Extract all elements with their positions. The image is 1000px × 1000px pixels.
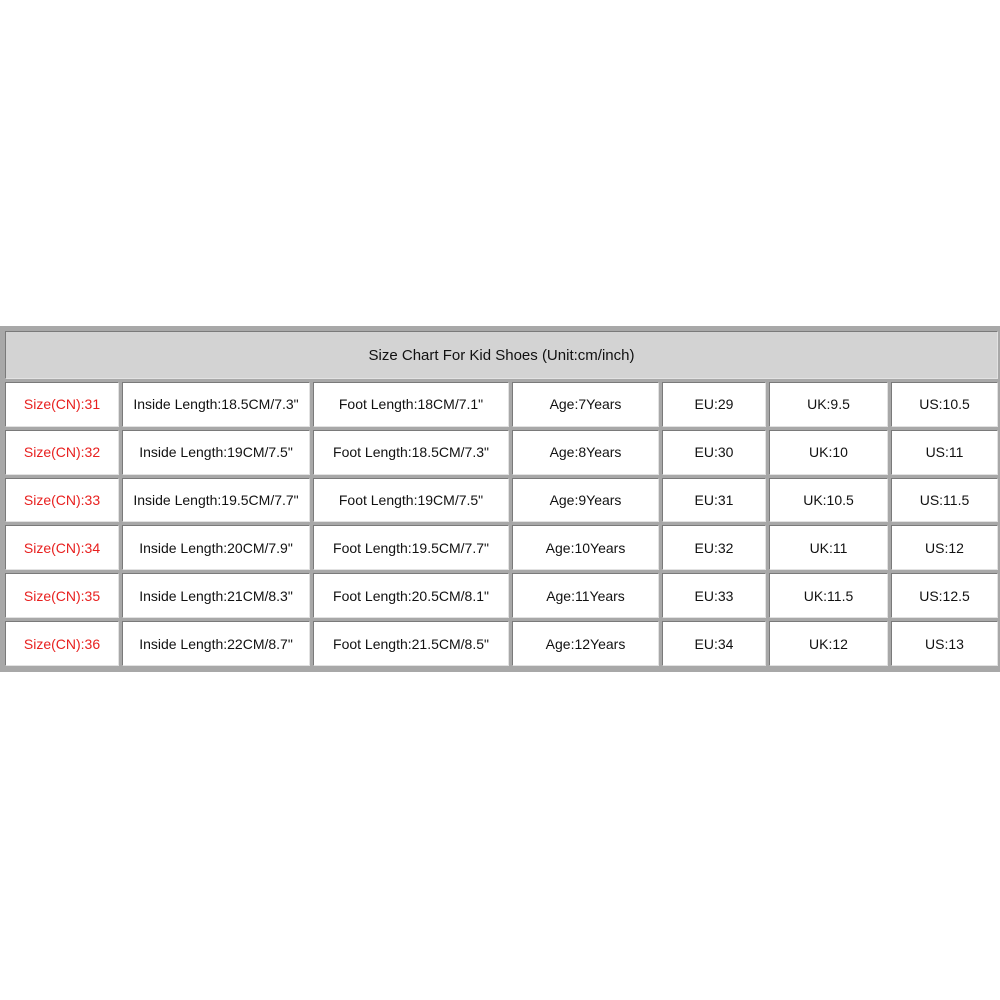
age-cell: Age:10Years (512, 525, 659, 570)
size-cn-cell: Size(CN):32 (5, 430, 119, 475)
us-size-cell: US:13 (891, 621, 998, 666)
inside-length-cell: Inside Length:22CM/8.7" (122, 621, 310, 666)
table-row (5, 621, 998, 666)
table-row (5, 573, 998, 618)
us-size-cell: US:10.5 (891, 382, 998, 427)
eu-size-cell: EU:34 (662, 621, 766, 666)
us-size-cell: US:11.5 (891, 478, 998, 523)
us-size-cell: US:12 (891, 525, 998, 570)
uk-size-cell: UK:12 (769, 621, 888, 666)
size-cn-cell: Size(CN):35 (5, 573, 119, 618)
chart-title: Size Chart For Kid Shoes (Unit:cm/inch) (5, 331, 998, 379)
eu-size-cell: EU:29 (662, 382, 766, 427)
us-size-cell: US:12.5 (891, 573, 998, 618)
size-cn-cell: Size(CN):36 (5, 621, 119, 666)
table-row (5, 382, 998, 427)
foot-length-cell: Foot Length:19.5CM/7.7" (313, 525, 509, 570)
us-size-cell: US:11 (891, 430, 998, 475)
title-row (5, 331, 998, 379)
age-cell: Age:9Years (512, 478, 659, 523)
eu-size-cell: EU:31 (662, 478, 766, 523)
foot-length-cell: Foot Length:20.5CM/8.1" (313, 573, 509, 618)
foot-length-cell: Foot Length:18.5CM/7.3" (313, 430, 509, 475)
uk-size-cell: UK:11 (769, 525, 888, 570)
size-cn-cell: Size(CN):31 (5, 382, 119, 427)
inside-length-cell: Inside Length:21CM/8.3" (122, 573, 310, 618)
table-row (5, 525, 998, 570)
foot-length-cell: Foot Length:19CM/7.5" (313, 478, 509, 523)
inside-length-cell: Inside Length:19CM/7.5" (122, 430, 310, 475)
foot-length-cell: Foot Length:21.5CM/8.5" (313, 621, 509, 666)
eu-size-cell: EU:33 (662, 573, 766, 618)
size-cn-cell: Size(CN):34 (5, 525, 119, 570)
table-row (5, 430, 998, 475)
age-cell: Age:8Years (512, 430, 659, 475)
size-cn-cell: Size(CN):33 (5, 478, 119, 523)
size-chart-table (2, 328, 1000, 669)
table-row (5, 478, 998, 523)
age-cell: Age:11Years (512, 573, 659, 618)
uk-size-cell: UK:10 (769, 430, 888, 475)
age-cell: Age:7Years (512, 382, 659, 427)
uk-size-cell: UK:11.5 (769, 573, 888, 618)
inside-length-cell: Inside Length:19.5CM/7.7" (122, 478, 310, 523)
inside-length-cell: Inside Length:18.5CM/7.3" (122, 382, 310, 427)
inside-length-cell: Inside Length:20CM/7.9" (122, 525, 310, 570)
eu-size-cell: EU:30 (662, 430, 766, 475)
eu-size-cell: EU:32 (662, 525, 766, 570)
uk-size-cell: UK:9.5 (769, 382, 888, 427)
uk-size-cell: UK:10.5 (769, 478, 888, 523)
size-chart (0, 326, 1000, 672)
age-cell: Age:12Years (512, 621, 659, 666)
foot-length-cell: Foot Length:18CM/7.1" (313, 382, 509, 427)
